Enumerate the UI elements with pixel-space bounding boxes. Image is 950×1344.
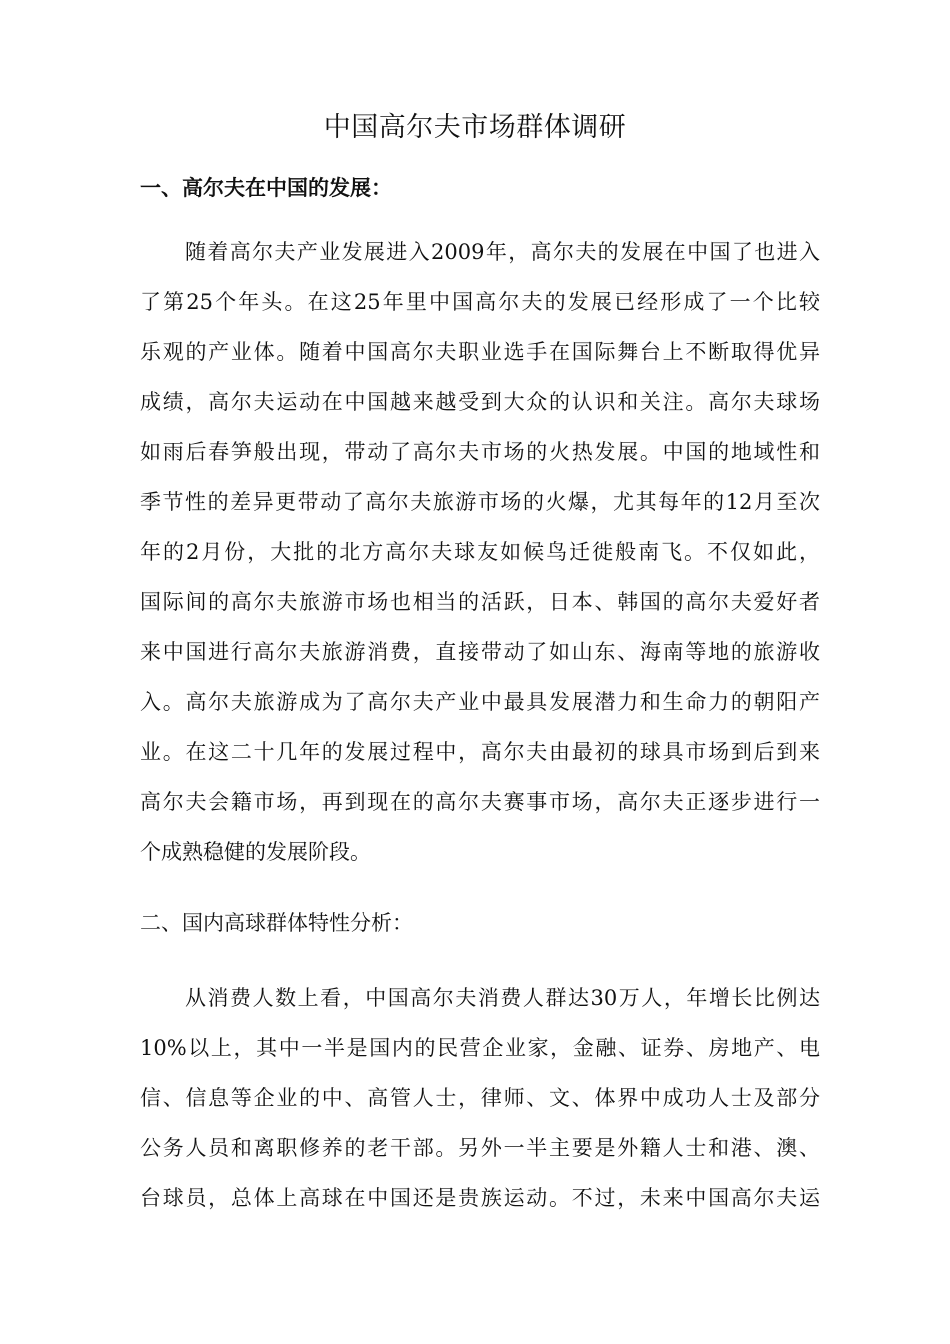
section-1-line: 成绩，高尔夫运动在中国越来越受到大众的认识和关注。高尔夫球场 bbox=[140, 390, 820, 414]
section-1-line: 国际间的高尔夫旅游市场也相当的活跃，日本、韩国的高尔夫爱好者 bbox=[140, 590, 820, 614]
section-2-line: 信、信息等企业的中、高管人士，律师、文、体界中成功人士及部分 bbox=[140, 1086, 820, 1110]
section-1-line: 乐观的产业体。随着中国高尔夫职业选手在国际舞台上不断取得优异 bbox=[140, 340, 820, 364]
section-2-line: 从消费人数上看，中国高尔夫消费人群达30万人，年增长比例达 bbox=[185, 986, 820, 1010]
section-1-line: 业。在这二十几年的发展过程中，高尔夫由最初的球具市场到后到来 bbox=[140, 740, 820, 764]
section-2-line: 10%以上，其中一半是国内的民营企业家，金融、证券、房地产、电 bbox=[140, 1036, 820, 1060]
section-1-line: 入。高尔夫旅游成为了高尔夫产业中最具发展潜力和生命力的朝阳产 bbox=[140, 690, 820, 714]
section-1-line: 如雨后春笋般出现，带动了高尔夫市场的火热发展。中国的地域性和 bbox=[140, 440, 820, 464]
section-1-line: 个成熟稳健的发展阶段。 bbox=[140, 840, 371, 864]
section-1-line: 了第25个年头。在这25年里中国高尔夫的发展已经形成了一个比较 bbox=[140, 290, 820, 314]
section-2-line: 公务人员和离职修养的老干部。另外一半主要是外籍人士和港、澳、 bbox=[140, 1136, 820, 1160]
section-1-line: 高尔夫会籍市场，再到现在的高尔夫赛事市场，高尔夫正逐步进行一 bbox=[140, 790, 820, 814]
document-title: 中国高尔夫市场群体调研 bbox=[323, 112, 627, 143]
section-1-heading: 一、高尔夫在中国的发展： bbox=[140, 176, 392, 200]
section-1-line: 随着高尔夫产业发展进入2009年，高尔夫的发展在中国了也进入 bbox=[185, 240, 820, 264]
section-2-heading: 二、国内高球群体特性分析： bbox=[140, 911, 413, 935]
section-1-line: 年的2月份，大批的北方高尔夫球友如候鸟迁徙般南飞。不仅如此， bbox=[140, 540, 820, 564]
section-1-line: 季节性的差异更带动了高尔夫旅游市场的火爆，尤其每年的12月至次 bbox=[140, 490, 820, 514]
section-2-line: 台球员，总体上高球在中国还是贵族运动。不过，未来中国高尔夫运 bbox=[140, 1186, 820, 1210]
section-1-line: 来中国进行高尔夫旅游消费，直接带动了如山东、海南等地的旅游收 bbox=[140, 640, 820, 664]
